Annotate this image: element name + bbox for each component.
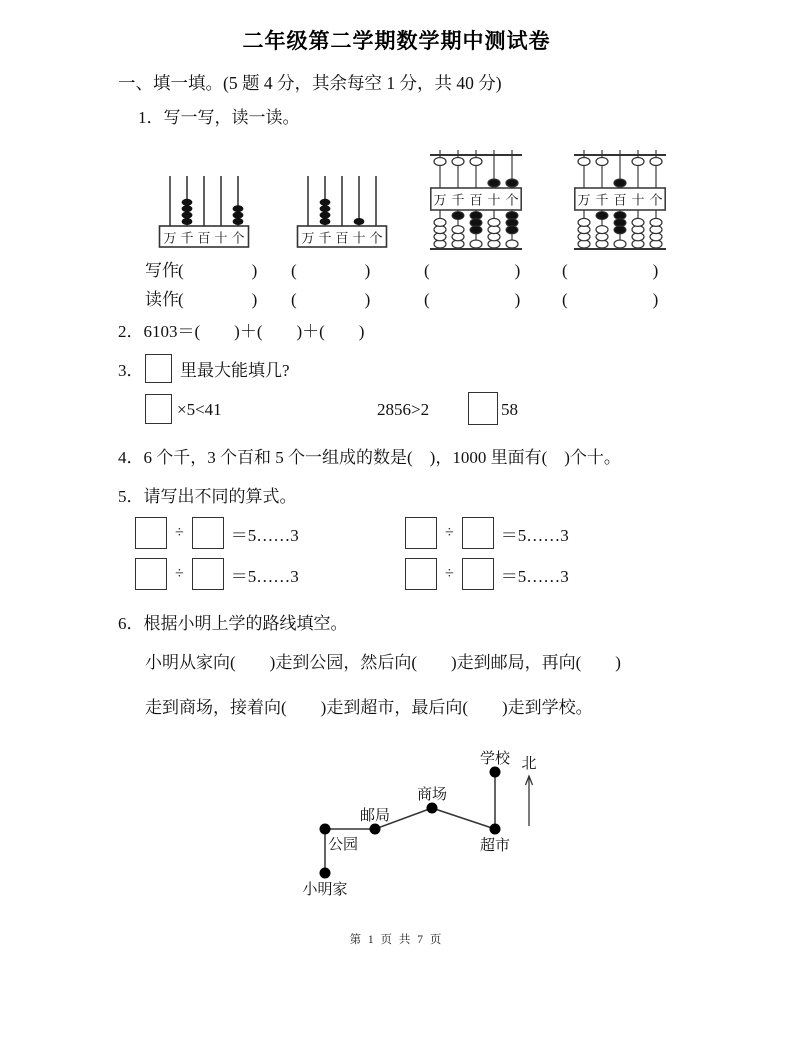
divide-operator: ÷ xyxy=(445,524,454,541)
place-value-label: 万 xyxy=(301,230,315,246)
equation-rhs: ＝5……3 xyxy=(500,566,569,586)
q3-right-prefix: 2856>2 xyxy=(377,400,430,419)
place-value-label: 个 xyxy=(231,230,245,246)
earth-bead-inactive xyxy=(488,218,500,226)
map-node-label: 学校 xyxy=(479,751,511,767)
earth-bead-active xyxy=(452,212,464,220)
abacus-bead xyxy=(320,205,331,212)
place-value-label: 百 xyxy=(613,192,627,208)
earth-bead-active xyxy=(614,226,626,234)
earth-bead-inactive xyxy=(506,240,518,248)
equation-cell-2 xyxy=(405,517,569,549)
q6-label: 6．根据小明上学的路线填空。 xyxy=(118,614,348,633)
place-value-label: 十 xyxy=(352,230,366,246)
map-node-label: 超市 xyxy=(479,838,511,854)
write-blank-3: ( ) xyxy=(424,261,521,280)
q5-label: 5．请写出不同的算式。 xyxy=(118,487,297,506)
section-heading: 一、填一填。(5 题 4 分，其余每空 1 分，共 40 分) xyxy=(118,73,502,93)
earth-bead-inactive xyxy=(578,218,590,226)
q4-text: 4．6 个千，3 个百和 5 个一组成的数是( )，1000 里面有( )个十。 xyxy=(118,448,621,467)
heaven-bead-active xyxy=(506,179,518,187)
earth-bead-inactive xyxy=(434,218,446,226)
divide-operator: ÷ xyxy=(175,524,184,541)
read-blank-2: ( ) xyxy=(291,290,371,309)
q1-label: 1．写一写，读一读。 xyxy=(138,108,300,127)
dividend-box xyxy=(135,558,167,590)
place-value-label: 万 xyxy=(163,230,177,246)
q3-right-suffix: 58 xyxy=(501,400,518,419)
place-value-label: 十 xyxy=(487,192,501,208)
place-value-label: 千 xyxy=(180,230,194,246)
divisor-box xyxy=(192,517,224,549)
map-node-dot xyxy=(490,824,501,835)
abacus-bead xyxy=(182,212,193,219)
map-node-label: 小明家 xyxy=(302,882,348,898)
q3-prompt-fill-box xyxy=(145,354,172,383)
map-node-dot xyxy=(320,824,331,835)
equation-rhs: ＝5……3 xyxy=(230,566,299,586)
heaven-bead-inactive xyxy=(578,158,590,166)
place-value-label: 个 xyxy=(505,192,519,208)
place-value-label: 百 xyxy=(469,192,483,208)
route-map-svg xyxy=(280,742,560,904)
place-value-label: 百 xyxy=(197,230,211,246)
earth-bead-inactive xyxy=(632,218,644,226)
page-footer: 第 1 页 共 7 页 xyxy=(349,934,444,946)
north-label: 北 xyxy=(521,756,537,772)
abacus-bead xyxy=(320,218,331,225)
route-edge xyxy=(432,808,495,829)
write-blank-2: ( ) xyxy=(291,261,371,280)
earth-bead-active xyxy=(596,212,608,220)
abacus-bead xyxy=(354,218,365,225)
heaven-bead-inactive xyxy=(632,158,644,166)
equation-rhs: ＝5……3 xyxy=(230,525,299,545)
equation-cell-1 xyxy=(135,517,299,549)
heaven-bead-inactive xyxy=(650,158,662,166)
heaven-bead-inactive xyxy=(452,158,464,166)
map-node-dot xyxy=(427,803,438,814)
place-value-label: 千 xyxy=(595,192,609,208)
abacus-2-hanging-rod xyxy=(296,170,388,248)
heaven-bead-inactive xyxy=(434,158,446,166)
read-blank-1: ( ) xyxy=(178,290,258,309)
map-node-label: 公园 xyxy=(328,837,359,853)
q6-line2: 走到商场，接着向( )走到超市，最后向( )走到学校。 xyxy=(145,698,593,717)
divisor-box xyxy=(462,558,494,590)
earth-bead-active xyxy=(470,226,482,234)
dividend-box xyxy=(405,558,437,590)
place-value-label: 个 xyxy=(649,192,663,208)
write-blank-1: ( ) xyxy=(178,261,258,280)
earth-bead-inactive xyxy=(650,218,662,226)
equation-rhs: ＝5……3 xyxy=(500,525,569,545)
earth-bead-inactive xyxy=(614,240,626,248)
q3-left-expression: ×5<41 xyxy=(177,400,222,419)
abacus-bead xyxy=(233,205,244,212)
abacus-bead xyxy=(182,199,193,206)
divisor-box xyxy=(462,517,494,549)
abacus-4-suanpan xyxy=(574,150,666,252)
place-value-label: 百 xyxy=(335,230,349,246)
q6-line1: 小明从家向( )走到公园，然后向( )走到邮局，再向( ) xyxy=(145,653,621,672)
write-as-label: 写作 xyxy=(145,261,179,280)
earth-bead-inactive xyxy=(470,240,482,248)
earth-bead-inactive xyxy=(452,226,464,234)
q3-left-fill-box xyxy=(145,394,172,424)
q3-right-fill-box xyxy=(468,392,498,425)
map-node-dot xyxy=(490,767,501,778)
place-value-label: 千 xyxy=(318,230,332,246)
dividend-box xyxy=(405,517,437,549)
heaven-bead-inactive xyxy=(596,158,608,166)
read-blank-3: ( ) xyxy=(424,290,521,309)
q3-prompt: 里最大能填几? xyxy=(180,361,290,380)
place-value-label: 个 xyxy=(369,230,383,246)
heaven-bead-inactive xyxy=(470,158,482,166)
abacus-bead xyxy=(233,212,244,219)
map-node-dot xyxy=(320,868,331,879)
page-title: 二年级第二学期数学期中测试卷 xyxy=(242,29,551,53)
abacus-3-suanpan xyxy=(430,150,522,252)
earth-bead-inactive xyxy=(596,226,608,234)
abacus-bead xyxy=(320,212,331,219)
divide-operator: ÷ xyxy=(175,565,184,582)
place-value-label: 十 xyxy=(214,230,228,246)
abacus-bead xyxy=(233,218,244,225)
divide-operator: ÷ xyxy=(445,565,454,582)
abacus-bead xyxy=(182,205,193,212)
place-value-label: 万 xyxy=(577,192,591,208)
q2-text: 2．6103＝( )＋( )＋( ) xyxy=(118,322,365,341)
read-blank-4: ( ) xyxy=(562,290,659,309)
write-blank-4: ( ) xyxy=(562,261,659,280)
place-value-label: 十 xyxy=(631,192,645,208)
abacus-1-hanging-rod xyxy=(158,170,250,248)
dividend-box xyxy=(135,517,167,549)
read-as-label: 读作 xyxy=(145,290,179,309)
equation-cell-4 xyxy=(405,558,569,590)
heaven-bead-active xyxy=(488,179,500,187)
map-node-dot xyxy=(370,824,381,835)
heaven-bead-active xyxy=(614,179,626,187)
q3-number: 3． xyxy=(118,361,144,380)
abacus-bead xyxy=(182,218,193,225)
divisor-box xyxy=(192,558,224,590)
equation-cell-3 xyxy=(135,558,299,590)
map-node-label: 邮局 xyxy=(359,808,391,824)
place-value-label: 千 xyxy=(451,192,465,208)
earth-bead-active xyxy=(506,226,518,234)
abacus-bead xyxy=(320,199,331,206)
map-node-label: 商场 xyxy=(416,787,448,803)
place-value-label: 万 xyxy=(433,192,447,208)
